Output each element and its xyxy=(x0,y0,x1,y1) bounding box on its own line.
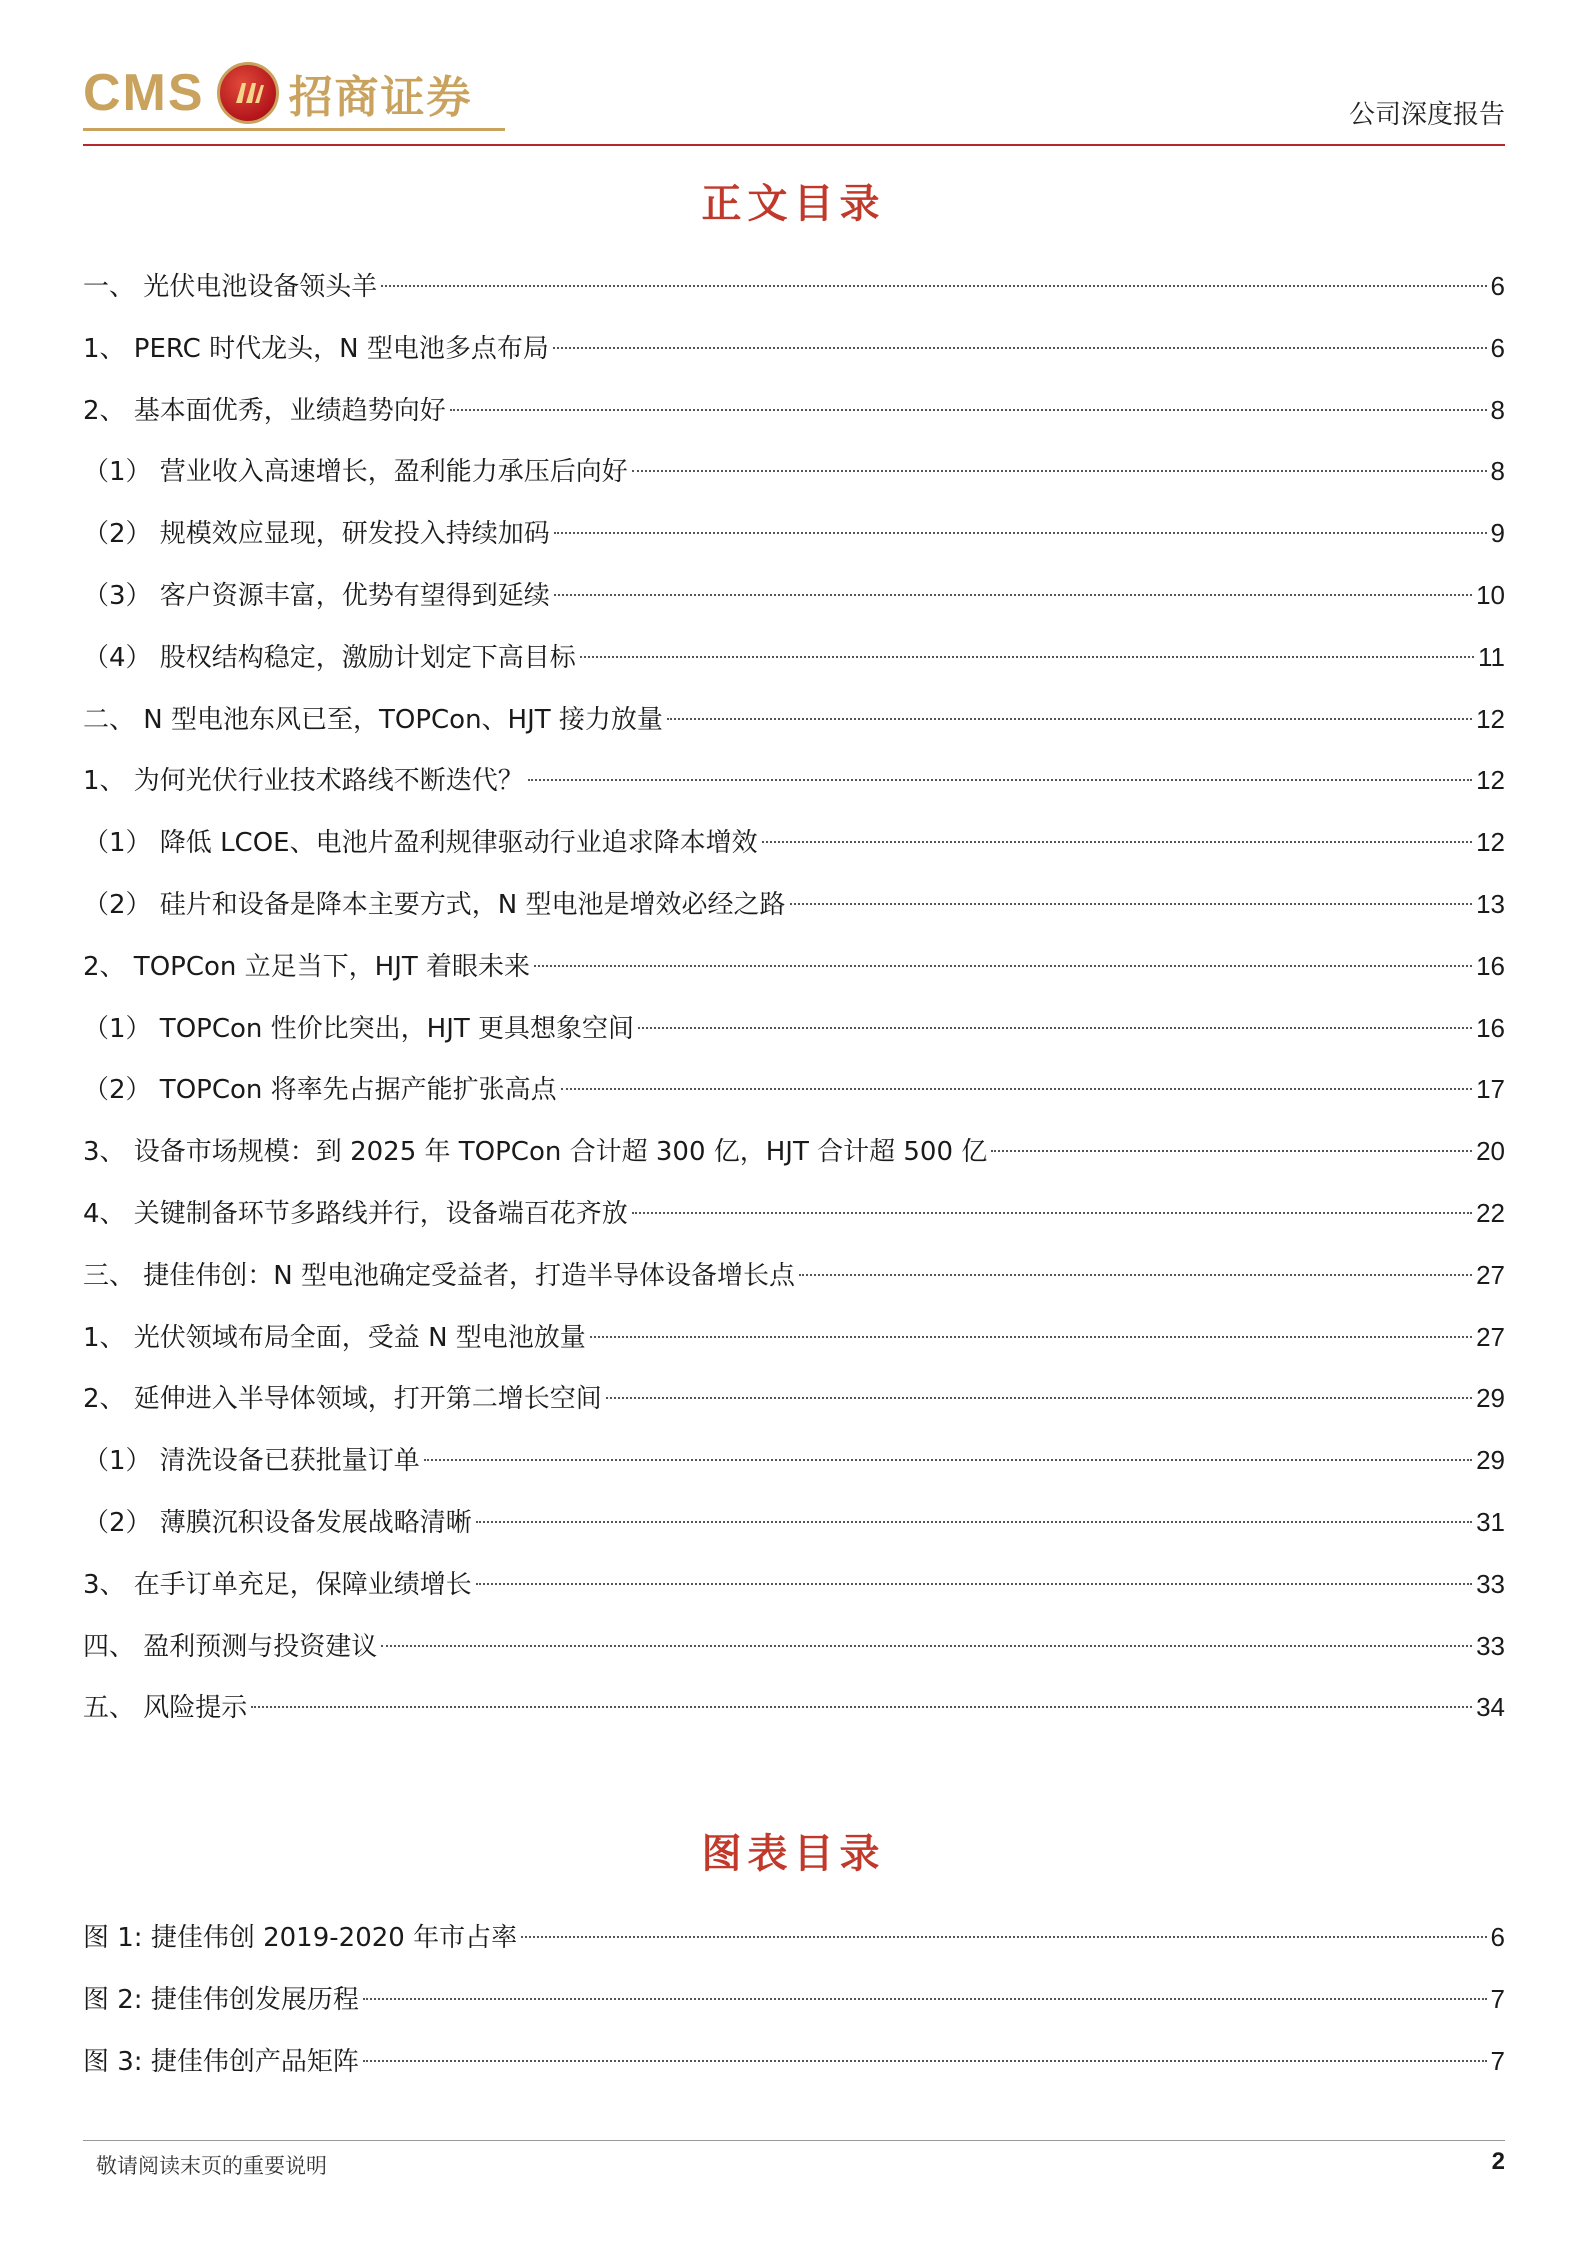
dot-leader xyxy=(534,965,1472,967)
dot-leader xyxy=(606,1397,1472,1399)
dot-leader xyxy=(450,409,1487,411)
dot-leader xyxy=(476,1521,1472,1523)
toc-entry-label[interactable]: 1、 PERC 时代龙头，N 型电池多点布局 xyxy=(83,333,549,364)
toc-entry-label[interactable]: （2） 薄膜沉积设备发展战略清晰 xyxy=(83,1507,472,1538)
toc-entry[interactable] xyxy=(83,318,1505,380)
logo-cms-text: CMS xyxy=(83,64,205,122)
dot-leader xyxy=(363,1998,1487,2000)
dot-leader xyxy=(363,2060,1487,2062)
page-header xyxy=(83,58,1505,146)
toc-entry-label[interactable]: （1） 降低 LCOE、电池片盈利规律驱动行业追求降本增效 xyxy=(83,828,758,859)
toc-entry-page[interactable]: 31 xyxy=(1476,1506,1505,1537)
dot-leader xyxy=(521,1936,1486,1938)
dot-leader xyxy=(762,841,1472,843)
toc-entry-page[interactable]: 16 xyxy=(1476,1012,1505,1043)
toc-entry[interactable] xyxy=(83,1307,1505,1369)
toc-entry-page[interactable]: 12 xyxy=(1476,827,1505,858)
toc-entry-label[interactable]: （3） 客户资源丰富，优势有望得到延续 xyxy=(83,580,550,611)
figures-list xyxy=(83,1906,1505,2092)
dot-leader xyxy=(554,532,1487,534)
dot-leader xyxy=(580,656,1474,658)
toc-entry[interactable] xyxy=(83,1492,1505,1554)
toc-entry[interactable] xyxy=(83,1059,1505,1121)
toc-entry-label[interactable]: 2、 TOPCon 立足当下，HJT 着眼未来 xyxy=(83,951,531,982)
toc-entry[interactable] xyxy=(83,627,1505,689)
dot-leader xyxy=(553,347,1487,349)
toc-entry-page[interactable]: 27 xyxy=(1476,1321,1505,1352)
toc-entry[interactable] xyxy=(83,1121,1505,1183)
dot-leader xyxy=(381,285,1486,287)
dot-leader xyxy=(381,1645,1472,1647)
toc-entry[interactable] xyxy=(83,565,1505,627)
dot-leader xyxy=(667,718,1472,720)
dot-leader xyxy=(632,1212,1472,1214)
toc-entry-label[interactable]: 1、 光伏领域布局全面，受益 N 型电池放量 xyxy=(83,1322,586,1353)
toc-entry-page[interactable]: 8 xyxy=(1490,456,1505,487)
toc-entry[interactable] xyxy=(83,1183,1505,1245)
footer-disclaimer: 敬请阅读末页的重要说明 xyxy=(96,2154,327,2178)
toc-entry-label[interactable]: 3、 设备市场规模：到 2025 年 TOPCon 合计超 300 亿，HJT 合计超 500 亿 xyxy=(83,1137,988,1168)
footer-divider xyxy=(83,2140,1505,2141)
toc-entry-page[interactable]: 22 xyxy=(1476,1197,1505,1228)
toc-entry[interactable] xyxy=(83,1430,1505,1492)
dot-leader xyxy=(528,779,1472,781)
logo-emblem-icon xyxy=(217,62,279,124)
toc-entry-page[interactable]: 16 xyxy=(1476,950,1505,981)
toc-entry-label[interactable]: （1） TOPCon 性价比突出，HJT 更具想象空间 xyxy=(83,1013,635,1044)
toc-entry-label[interactable]: 一、 光伏电池设备领头羊 xyxy=(83,272,378,302)
header-divider xyxy=(83,144,1505,146)
logo-chinese-text: 招商证券 xyxy=(288,72,473,123)
toc-entry-page[interactable]: 10 xyxy=(1476,579,1505,610)
dot-leader xyxy=(799,1274,1472,1276)
toc-entry-page[interactable]: 12 xyxy=(1476,703,1505,734)
toc-entry[interactable] xyxy=(83,998,1505,1060)
toc-entry-page[interactable]: 29 xyxy=(1476,1383,1505,1414)
figures-title: 图表目录 xyxy=(701,1830,886,1877)
toc-entry[interactable] xyxy=(83,874,1505,936)
toc-entry-label[interactable]: 2、 延伸进入半导体领域，打开第二增长空间 xyxy=(83,1384,602,1415)
toc-entry-label[interactable]: （2） TOPCon 将率先占据产能扩张高点 xyxy=(83,1075,557,1106)
toc-entry-page[interactable]: 29 xyxy=(1476,1445,1505,1476)
dot-leader xyxy=(991,1150,1472,1152)
toc-entry[interactable] xyxy=(83,503,1505,565)
toc-entry-label[interactable]: 2、 基本面优秀，业绩趋势向好 xyxy=(83,395,446,426)
toc-entry[interactable] xyxy=(83,1245,1505,1307)
toc-entry[interactable] xyxy=(83,441,1505,503)
toc-entry-page[interactable]: 6 xyxy=(1490,1922,1505,1952)
toc-entry-page[interactable]: 6 xyxy=(1490,271,1505,301)
toc-entry-page[interactable]: 8 xyxy=(1490,394,1505,425)
figure-entry[interactable] xyxy=(83,1906,1505,1968)
dot-leader xyxy=(638,1027,1472,1029)
dot-leader xyxy=(554,594,1472,596)
toc-entry-label[interactable]: （1） 清洗设备已获批量订单 xyxy=(83,1446,420,1477)
toc-entry-label[interactable]: 图 3: 捷佳伟创产品矩阵 xyxy=(83,2047,359,2077)
toc-entry[interactable] xyxy=(83,936,1505,998)
toc-entry-label[interactable]: 四、 盈利预测与投资建议 xyxy=(83,1631,378,1662)
toc-entry[interactable] xyxy=(83,689,1505,751)
toc-entry[interactable] xyxy=(83,380,1505,442)
toc-entry-label[interactable]: （2） 硅片和设备是降本主要方式，N 型电池是增效必经之路 xyxy=(83,889,786,920)
toc-entry[interactable] xyxy=(83,256,1505,318)
toc-entry-label[interactable]: 二、 N 型电池东风已至，TOPCon、HJT 接力放量 xyxy=(83,704,663,735)
toc-entry-label[interactable]: 图 1: 捷佳伟创 2019-2020 年市占率 xyxy=(83,1923,518,1953)
toc-entry-page[interactable]: 7 xyxy=(1490,2046,1505,2076)
toc-entry-label[interactable]: （2） 规模效应显现，研发投入持续加码 xyxy=(83,519,550,550)
toc-entry-page[interactable]: 20 xyxy=(1476,1136,1505,1167)
figure-entry[interactable] xyxy=(83,2030,1505,2092)
dot-leader xyxy=(424,1459,1472,1461)
toc-entry-label[interactable]: 3、 在手订单充足，保障业绩增长 xyxy=(83,1569,472,1600)
toc-entry-page[interactable]: 33 xyxy=(1476,1630,1505,1661)
figure-entry[interactable] xyxy=(83,1968,1505,2030)
company-logo xyxy=(83,58,473,128)
toc-entry-label[interactable]: （4） 股权结构稳定，激励计划定下高目标 xyxy=(83,642,576,673)
logo-underline xyxy=(83,128,505,131)
page-number: 2 xyxy=(1491,2148,1505,2175)
toc-entry-page[interactable]: 11 xyxy=(1478,641,1505,672)
toc-entry-page[interactable]: 27 xyxy=(1476,1259,1505,1290)
toc-entry[interactable] xyxy=(83,1616,1505,1678)
dot-leader xyxy=(632,470,1487,472)
toc-entry-label[interactable]: 三、 捷佳伟创：N 型电池确定受益者，打造半导体设备增长点 xyxy=(83,1260,795,1291)
toc-entry-page[interactable]: 13 xyxy=(1476,888,1505,919)
toc-entry[interactable] xyxy=(83,1677,1505,1739)
toc-entry-page[interactable]: 34 xyxy=(1476,1692,1505,1723)
toc-entry-page[interactable]: 6 xyxy=(1490,332,1505,363)
toc-entry[interactable] xyxy=(83,812,1505,874)
toc-entry-page[interactable]: 17 xyxy=(1476,1074,1505,1105)
dot-leader xyxy=(590,1336,1472,1338)
toc-entry-page[interactable]: 33 xyxy=(1476,1568,1505,1599)
toc-entry-label[interactable]: 图 2: 捷佳伟创发展历程 xyxy=(83,1985,359,2015)
toc-entry-page[interactable]: 12 xyxy=(1476,765,1505,796)
toc-entry-page[interactable]: 9 xyxy=(1490,518,1505,549)
toc-entry-label[interactable]: 五、 风险提示 xyxy=(83,1693,248,1724)
dot-leader xyxy=(251,1706,1472,1708)
toc-entry-label[interactable]: 1、 为何光伏行业技术路线不断迭代？ xyxy=(83,766,524,797)
toc-entry-label[interactable]: 4、 关键制备环节多路线并行，设备端百花齐放 xyxy=(83,1198,628,1229)
toc-entry[interactable] xyxy=(83,750,1505,812)
toc-entry[interactable] xyxy=(83,1368,1505,1430)
toc-entry-page[interactable]: 7 xyxy=(1490,1984,1505,2014)
dot-leader xyxy=(790,903,1473,905)
report-type-label: 公司深度报告 xyxy=(1348,100,1505,130)
toc-entry[interactable] xyxy=(83,1554,1505,1616)
toc-entry-label[interactable]: （1） 营业收入高速增长，盈利能力承压后向好 xyxy=(83,457,628,488)
dot-leader xyxy=(476,1583,1472,1585)
dot-leader xyxy=(561,1088,1472,1090)
contents-list xyxy=(83,256,1505,1739)
contents-title: 正文目录 xyxy=(701,180,886,227)
